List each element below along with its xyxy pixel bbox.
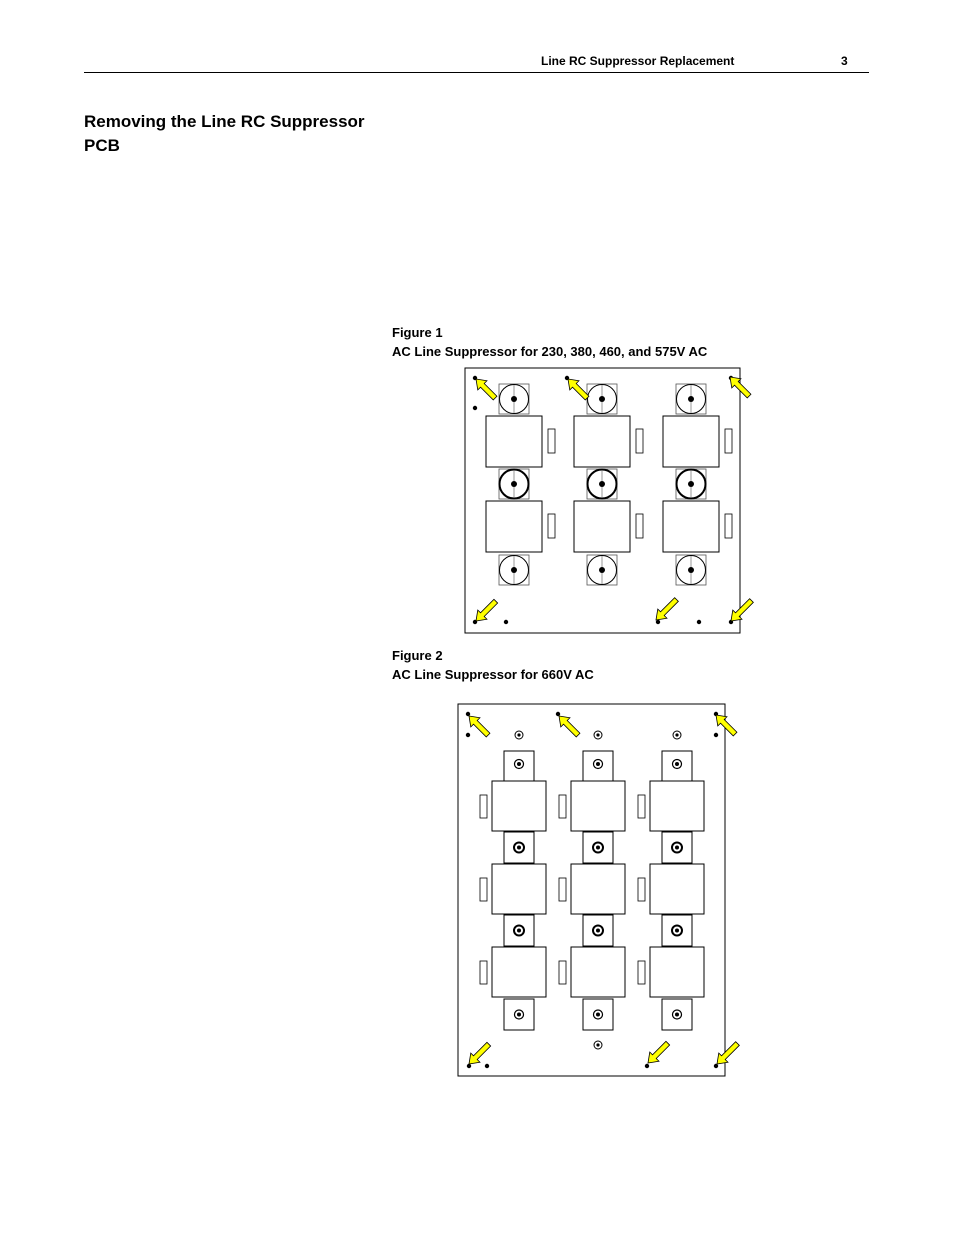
- page-number: 3: [841, 54, 848, 68]
- fig2-terminal-screw-center: [596, 1013, 600, 1017]
- fig2-resistor-block: [492, 947, 546, 997]
- fig2-small-component: [638, 878, 645, 901]
- figure2-number: Figure 2: [392, 648, 443, 663]
- page-header-title: Line RC Suppressor Replacement: [541, 54, 735, 68]
- fig2-standoff-center: [596, 733, 599, 736]
- section-title: Removing the Line RC Suppressor PCB: [84, 112, 365, 155]
- fig2-terminal-screw-center: [517, 929, 521, 933]
- fig2-small-component: [638, 961, 645, 984]
- fig1-mounting-hole: [697, 620, 701, 624]
- fig2-small-component: [559, 961, 566, 984]
- fig2-resistor-block: [650, 864, 704, 914]
- fig2-standoff-center: [675, 733, 678, 736]
- fig2-small-component: [559, 795, 566, 818]
- fig1-small-component: [548, 429, 555, 453]
- fig2-mounting-hole: [556, 712, 560, 716]
- fig2-terminal-screw-center: [517, 762, 521, 766]
- fig2-small-component: [638, 795, 645, 818]
- fig1-capacitor-center: [688, 396, 694, 402]
- fig2-mounting-hole: [714, 1064, 718, 1068]
- fig1-capacitor-center: [511, 396, 517, 402]
- fig2-mounting-hole: [466, 712, 470, 716]
- fig2-mounting-hole: [645, 1064, 649, 1068]
- fig2-small-component: [480, 878, 487, 901]
- fig1-capacitor-center: [511, 567, 517, 573]
- fig2-resistor-block: [492, 864, 546, 914]
- fig1-capacitor-center: [599, 481, 605, 487]
- fig1-resistor-block: [663, 416, 719, 467]
- fig2-terminal-screw-center: [517, 1013, 521, 1017]
- fig1-small-component: [636, 514, 643, 538]
- fig2-mounting-hole: [714, 733, 718, 737]
- fig1-resistor-block: [574, 416, 630, 467]
- fig1-capacitor-center: [511, 481, 517, 487]
- fig2-resistor-block: [571, 781, 625, 831]
- fig1-small-component: [548, 514, 555, 538]
- fig1-mounting-hole: [656, 620, 660, 624]
- fig2-standoff-center: [596, 1043, 599, 1046]
- fig1-capacitor-center: [599, 567, 605, 573]
- fig1-small-component: [725, 429, 732, 453]
- fig2-mounting-hole: [467, 1064, 471, 1068]
- fig2-standoff-center: [517, 733, 520, 736]
- fig1-mounting-hole: [473, 406, 477, 410]
- fig2-terminal-screw-center: [517, 846, 521, 850]
- fig1-resistor-block: [663, 501, 719, 552]
- fig2-resistor-block: [650, 781, 704, 831]
- fig1-small-component: [725, 514, 732, 538]
- fig2-terminal-screw-center: [675, 1013, 679, 1017]
- fig2-resistor-block: [571, 864, 625, 914]
- fig1-resistor-block: [486, 416, 542, 467]
- fig1-resistor-block: [574, 501, 630, 552]
- figure1-caption: AC Line Suppressor for 230, 380, 460, and 575V AC: [392, 344, 708, 359]
- fig2-resistor-block: [571, 947, 625, 997]
- figure2-caption: AC Line Suppressor for 660V AC: [392, 667, 594, 682]
- fig2-small-component: [480, 795, 487, 818]
- fig1-small-component: [636, 429, 643, 453]
- fig2-terminal-screw-center: [675, 929, 679, 933]
- fig1-capacitor-center: [688, 567, 694, 573]
- fig1-capacitor-center: [688, 481, 694, 487]
- fig2-terminal-screw-center: [596, 846, 600, 850]
- fig2-terminal-screw-center: [596, 929, 600, 933]
- fig1-mounting-hole: [504, 620, 508, 624]
- fig2-terminal-screw-center: [596, 762, 600, 766]
- fig1-capacitor-center: [599, 396, 605, 402]
- fig2-terminal-screw-center: [675, 762, 679, 766]
- figure1-number: Figure 1: [392, 325, 443, 340]
- fig2-small-component: [480, 961, 487, 984]
- fig2-mounting-hole: [485, 1064, 489, 1068]
- fig1-resistor-block: [486, 501, 542, 552]
- fig2-resistor-block: [650, 947, 704, 997]
- fig2-terminal-screw-center: [675, 846, 679, 850]
- fig2-small-component: [559, 878, 566, 901]
- fig2-mounting-hole: [466, 733, 470, 737]
- fig2-resistor-block: [492, 781, 546, 831]
